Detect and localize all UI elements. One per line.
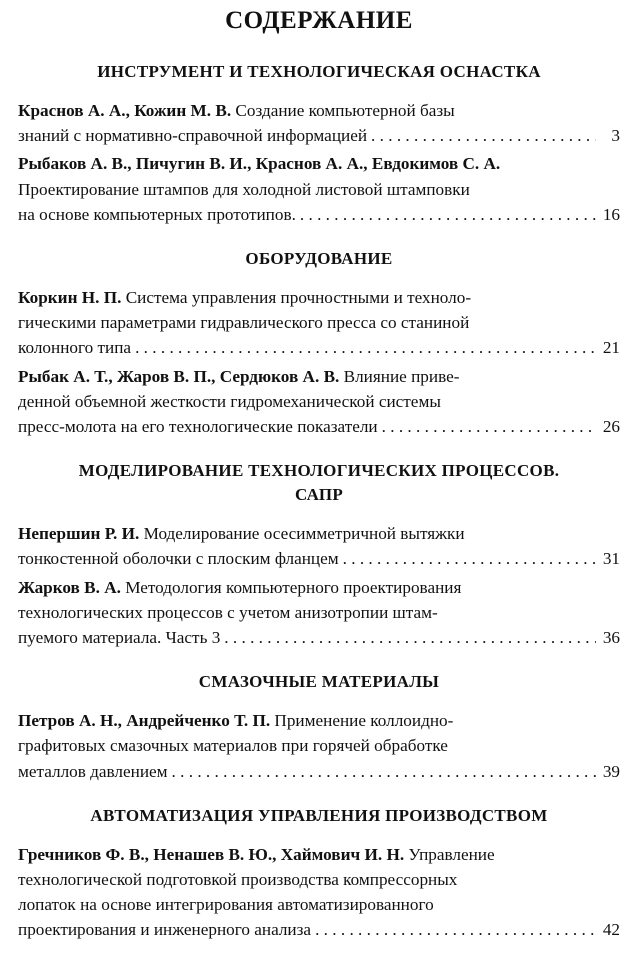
toc-entry[interactable]	[18, 708, 620, 784]
toc-entry[interactable]	[18, 98, 620, 148]
page-number: 21	[602, 338, 620, 358]
section-title: ОБОРУДОВАНИЕ	[245, 249, 393, 269]
page-number: 31	[602, 549, 620, 569]
page-title: СОДЕРЖАНИЕ	[225, 7, 413, 34]
entry-title-line: графитовых смазочных материалов при горячей обработке	[18, 736, 448, 756]
entry-authors: Краснов А. А., Кожин М. В.	[18, 101, 232, 120]
entry-authors: Непершин Р. И.	[18, 524, 140, 544]
entry-title-line: колонного типа	[18, 338, 132, 358]
section-title: ИНСТРУМЕНТ И ТЕХНОЛОГИЧЕСКАЯ ОСНАСТКА	[97, 62, 541, 81]
section-title: АВТОМАТИЗАЦИЯ УПРАВЛЕНИЯ ПРОИЗВОДСТВОМ	[90, 805, 548, 825]
entry-title-line: Моделирование осесимметричной вытяжки	[143, 524, 465, 544]
entry-title-line: Управление	[408, 844, 495, 864]
entry-title-line: Применение коллоидно-	[274, 711, 454, 731]
page-number: 26	[602, 417, 620, 437]
entry-title-line: пуемого материала. Часть 3	[18, 628, 221, 648]
entry-title-line: технологической подготовкой производства компрессорных	[18, 870, 458, 890]
dot-leader	[135, 335, 596, 360]
entry-title-line: на основе компьютерных прототипов.	[18, 204, 296, 224]
entry-title-line: Система управления прочностными и техноло-	[125, 288, 472, 308]
section-modeling	[18, 459, 620, 650]
toc-entry[interactable]	[18, 521, 620, 571]
contents-page	[18, 6, 620, 963]
section-title	[18, 459, 620, 507]
entry-title-line: Влияние приве-	[343, 366, 460, 386]
toc-entry[interactable]	[18, 842, 620, 943]
entry-title-line: лопаток на основе интегрирования автоматизированного	[18, 895, 434, 915]
page-number: 16	[602, 204, 620, 224]
dot-leader	[224, 625, 596, 650]
section-equipment	[18, 247, 620, 439]
page-number: 3	[611, 126, 620, 146]
entry-authors: Петров А. Н., Андрейченко Т. П.	[18, 711, 271, 731]
entry-title-line: денной объемной жесткости гидромеханической системы	[18, 391, 441, 411]
page-number: 42	[602, 920, 620, 940]
entry-authors: Жарков В. А.	[18, 577, 121, 597]
dot-leader	[382, 414, 596, 439]
entry-title-line: тонкостенной оболочки с плоским фланцем	[18, 549, 339, 569]
entry-title-line: металлов давлением	[18, 761, 168, 781]
entry-title-line: пресс-молота на его технологические показатели	[18, 417, 378, 437]
section-lubricants	[18, 670, 620, 784]
page-number: 36	[602, 628, 620, 648]
section-automation	[18, 804, 620, 943]
toc-entry[interactable]	[18, 575, 620, 651]
entry-title-line: гическими параметрами гидравлического пресса со станиной	[18, 313, 470, 333]
entry-authors: Коркин Н. П.	[18, 288, 122, 308]
entry-authors: Рыбак А. Т., Жаров В. П., Сердюков А. В.	[18, 366, 340, 386]
page-number: 39	[602, 761, 620, 781]
section-title: СМАЗОЧНЫЕ МАТЕРИАЛЫ	[198, 672, 440, 692]
entry-title-line: проектирования и инженерного анализа	[18, 920, 312, 940]
dot-leader	[371, 123, 596, 148]
toc-entry[interactable]	[18, 364, 620, 440]
toc-entry[interactable]	[18, 151, 620, 227]
entry-title-line: знаний с нормативно-справочной информацией	[18, 126, 368, 146]
dot-leader	[300, 202, 596, 227]
entry-title-line: Создание компьютерной базы	[235, 101, 455, 120]
dot-leader	[172, 759, 596, 784]
entry-authors: Рыбаков А. В., Пичугин В. И., Краснов А. А., Евдокимов С. А.	[18, 154, 501, 174]
dot-leader	[315, 917, 596, 942]
entry-authors: Гречников Ф. В., Ненашев В. Ю., Хаймович И. Н.	[18, 844, 405, 864]
dot-leader	[343, 546, 596, 571]
entry-title-line: Проектирование штампов для холодной листовой штамповки	[18, 179, 470, 199]
entry-title-line: Методология компьютерного проектирования	[125, 577, 462, 597]
entry-title-line: технологических процессов с учетом анизотропии штам-	[18, 602, 438, 622]
section-tooling	[18, 60, 620, 227]
section-title-line: САПР	[294, 485, 344, 505]
section-title-line: МОДЕЛИРОВАНИЕ ТЕХНОЛОГИЧЕСКИХ ПРОЦЕССОВ.	[78, 461, 560, 481]
toc-entry[interactable]	[18, 285, 620, 361]
